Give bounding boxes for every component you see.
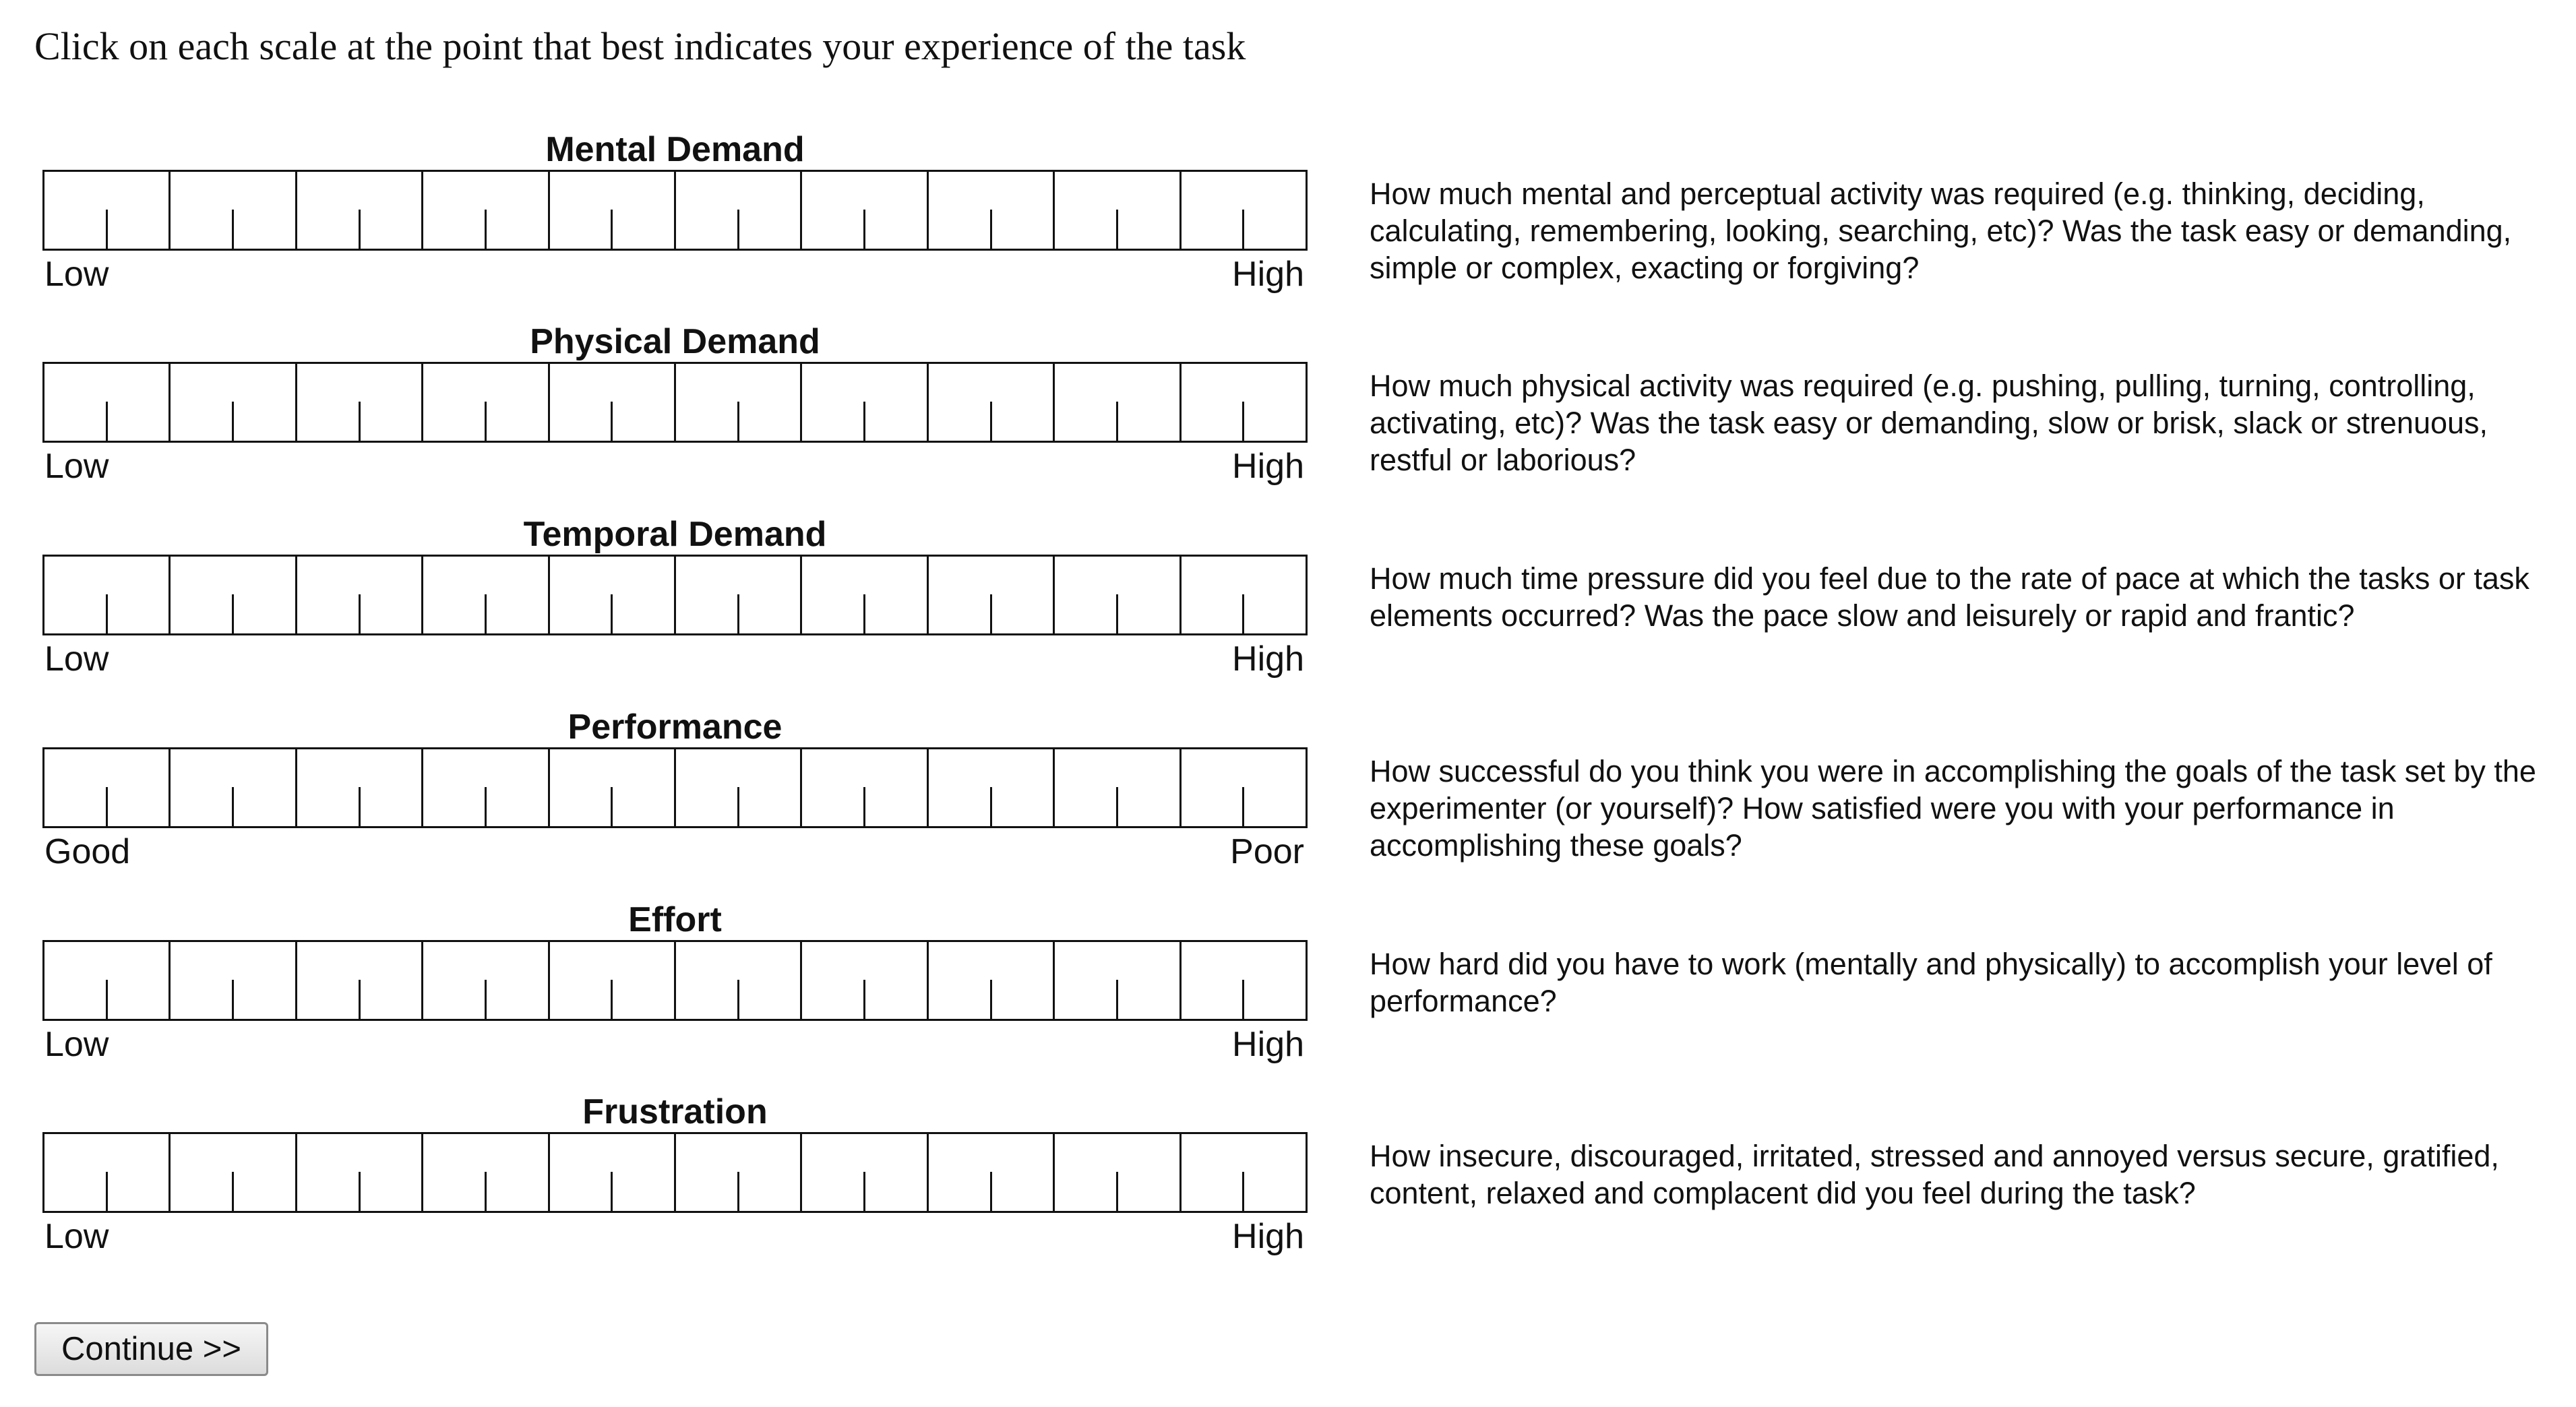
scale-segment[interactable] <box>295 557 421 633</box>
scale-segment[interactable] <box>44 172 168 249</box>
scale-segment[interactable] <box>800 364 926 441</box>
scale-segment[interactable] <box>548 557 674 633</box>
scale-segment[interactable] <box>1053 172 1179 249</box>
scale-segment[interactable] <box>44 942 168 1019</box>
scale-high-label: High <box>1232 447 1304 486</box>
scale-segment[interactable] <box>44 364 168 441</box>
scale-description: How much time pressure did you feel due to the rate of pace at which the tasks or task elements occurred? Was the pace slow and leisurely or rapid and frantic? <box>1370 561 2529 633</box>
scale-temporal-demand <box>0 514 2576 707</box>
scale-segment[interactable] <box>674 172 800 249</box>
scale-segment[interactable] <box>168 364 295 441</box>
scale-segment[interactable] <box>295 1134 421 1211</box>
scale-segment[interactable] <box>927 364 1053 441</box>
scale-title: Frustration <box>582 1092 768 1131</box>
scale-segment[interactable] <box>295 364 421 441</box>
rating-scale-mental-demand[interactable] <box>42 170 1308 251</box>
scale-segment[interactable] <box>674 942 800 1019</box>
scale-low-label: Good <box>44 832 131 871</box>
scale-segment[interactable] <box>1179 557 1306 633</box>
rating-scale-temporal-demand[interactable] <box>42 555 1308 635</box>
scale-segment[interactable] <box>168 942 295 1019</box>
scale-title: Effort <box>628 900 722 939</box>
scale-segment[interactable] <box>421 749 547 826</box>
scale-segment[interactable] <box>927 942 1053 1019</box>
scale-high-label: High <box>1232 255 1304 294</box>
rating-scale-performance[interactable] <box>42 747 1308 828</box>
scale-segment[interactable] <box>421 557 547 633</box>
scale-title: Performance <box>568 708 783 747</box>
scale-segment[interactable] <box>800 1134 926 1211</box>
scale-title: Physical Demand <box>530 322 820 361</box>
scale-frustration <box>0 1092 2576 1284</box>
scale-performance <box>0 707 2576 900</box>
scale-segment[interactable] <box>674 557 800 633</box>
scale-segment[interactable] <box>1053 557 1179 633</box>
scale-description: How much physical activity was required (e.g. pushing, pulling, turning, controlling, activating, etc)? Was the task easy or demanding, slow or brisk, slack or strenuous, restful or laborious? <box>1370 369 2488 477</box>
scale-segment[interactable] <box>548 364 674 441</box>
scale-segment[interactable] <box>1179 942 1306 1019</box>
scale-segment[interactable] <box>44 1134 168 1211</box>
scale-segment[interactable] <box>927 749 1053 826</box>
scale-segment[interactable] <box>421 942 547 1019</box>
scale-high-label: High <box>1232 639 1304 679</box>
scale-segment[interactable] <box>927 1134 1053 1211</box>
scale-description: How successful do you think you were in accomplishing the goals of the task set by the experimenter (or yourself)? How satisfied were you with your performance in accomplishing these goals? <box>1370 754 2536 863</box>
scale-title: Mental Demand <box>545 130 805 169</box>
scale-segment[interactable] <box>421 1134 547 1211</box>
scale-high-label: High <box>1232 1025 1304 1064</box>
scale-segment[interactable] <box>1053 364 1179 441</box>
scale-low-label: Low <box>44 447 109 486</box>
scale-segment[interactable] <box>295 942 421 1019</box>
instructions-text: Click on each scale at the point that best indicates your experience of the task <box>34 24 1246 68</box>
scale-segment[interactable] <box>800 749 926 826</box>
scale-segment[interactable] <box>295 749 421 826</box>
scale-segment[interactable] <box>674 1134 800 1211</box>
scale-segment[interactable] <box>1179 172 1306 249</box>
scale-segment[interactable] <box>548 942 674 1019</box>
scale-segment[interactable] <box>168 1134 295 1211</box>
rating-scale-frustration[interactable] <box>42 1132 1308 1213</box>
scale-segment[interactable] <box>800 942 926 1019</box>
continue-button[interactable]: Continue >> <box>34 1322 268 1376</box>
rating-scale-physical-demand[interactable] <box>42 362 1308 443</box>
scale-segment[interactable] <box>1179 364 1306 441</box>
scale-segment[interactable] <box>168 749 295 826</box>
scale-low-label: Low <box>44 1025 109 1064</box>
scale-segment[interactable] <box>548 749 674 826</box>
scale-segment[interactable] <box>1179 749 1306 826</box>
scale-physical-demand <box>0 321 2576 514</box>
scale-segment[interactable] <box>1053 749 1179 826</box>
scale-description: How hard did you have to work (mentally and physically) to accomplish your level of performance? <box>1370 947 2492 1018</box>
scale-segment[interactable] <box>800 557 926 633</box>
scale-segment[interactable] <box>927 172 1053 249</box>
rating-scale-effort[interactable] <box>42 940 1308 1021</box>
scale-segment[interactable] <box>421 364 547 441</box>
scale-segment[interactable] <box>674 364 800 441</box>
scale-segment[interactable] <box>168 557 295 633</box>
scale-segment[interactable] <box>1179 1134 1306 1211</box>
scale-title: Temporal Demand <box>523 515 827 554</box>
scale-mental-demand <box>0 129 2576 322</box>
scale-low-label: Low <box>44 255 109 294</box>
scale-high-label: Poor <box>1230 832 1304 871</box>
scale-segment[interactable] <box>548 172 674 249</box>
scale-segment[interactable] <box>548 1134 674 1211</box>
scale-segment[interactable] <box>1053 1134 1179 1211</box>
scale-segment[interactable] <box>168 172 295 249</box>
scale-segment[interactable] <box>674 749 800 826</box>
scale-description: How much mental and perceptual activity was required (e.g. thinking, deciding, calculating, remembering, looking, searching, etc)? Was the task easy or demanding, simple or complex, exacting or forgiving? <box>1370 177 2512 285</box>
scale-segment[interactable] <box>1053 942 1179 1019</box>
scale-segment[interactable] <box>927 557 1053 633</box>
scale-low-label: Low <box>44 639 109 679</box>
scale-segment[interactable] <box>44 749 168 826</box>
scale-high-label: High <box>1232 1217 1304 1256</box>
scale-segment[interactable] <box>44 557 168 633</box>
scale-effort <box>0 900 2576 1092</box>
scale-segment[interactable] <box>421 172 547 249</box>
scale-segment[interactable] <box>800 172 926 249</box>
scale-low-label: Low <box>44 1217 109 1256</box>
scale-description: How insecure, discouraged, irritated, stressed and annoyed versus secure, gratified, content, relaxed and complacent did you feel during the task? <box>1370 1139 2499 1210</box>
scale-segment[interactable] <box>295 172 421 249</box>
